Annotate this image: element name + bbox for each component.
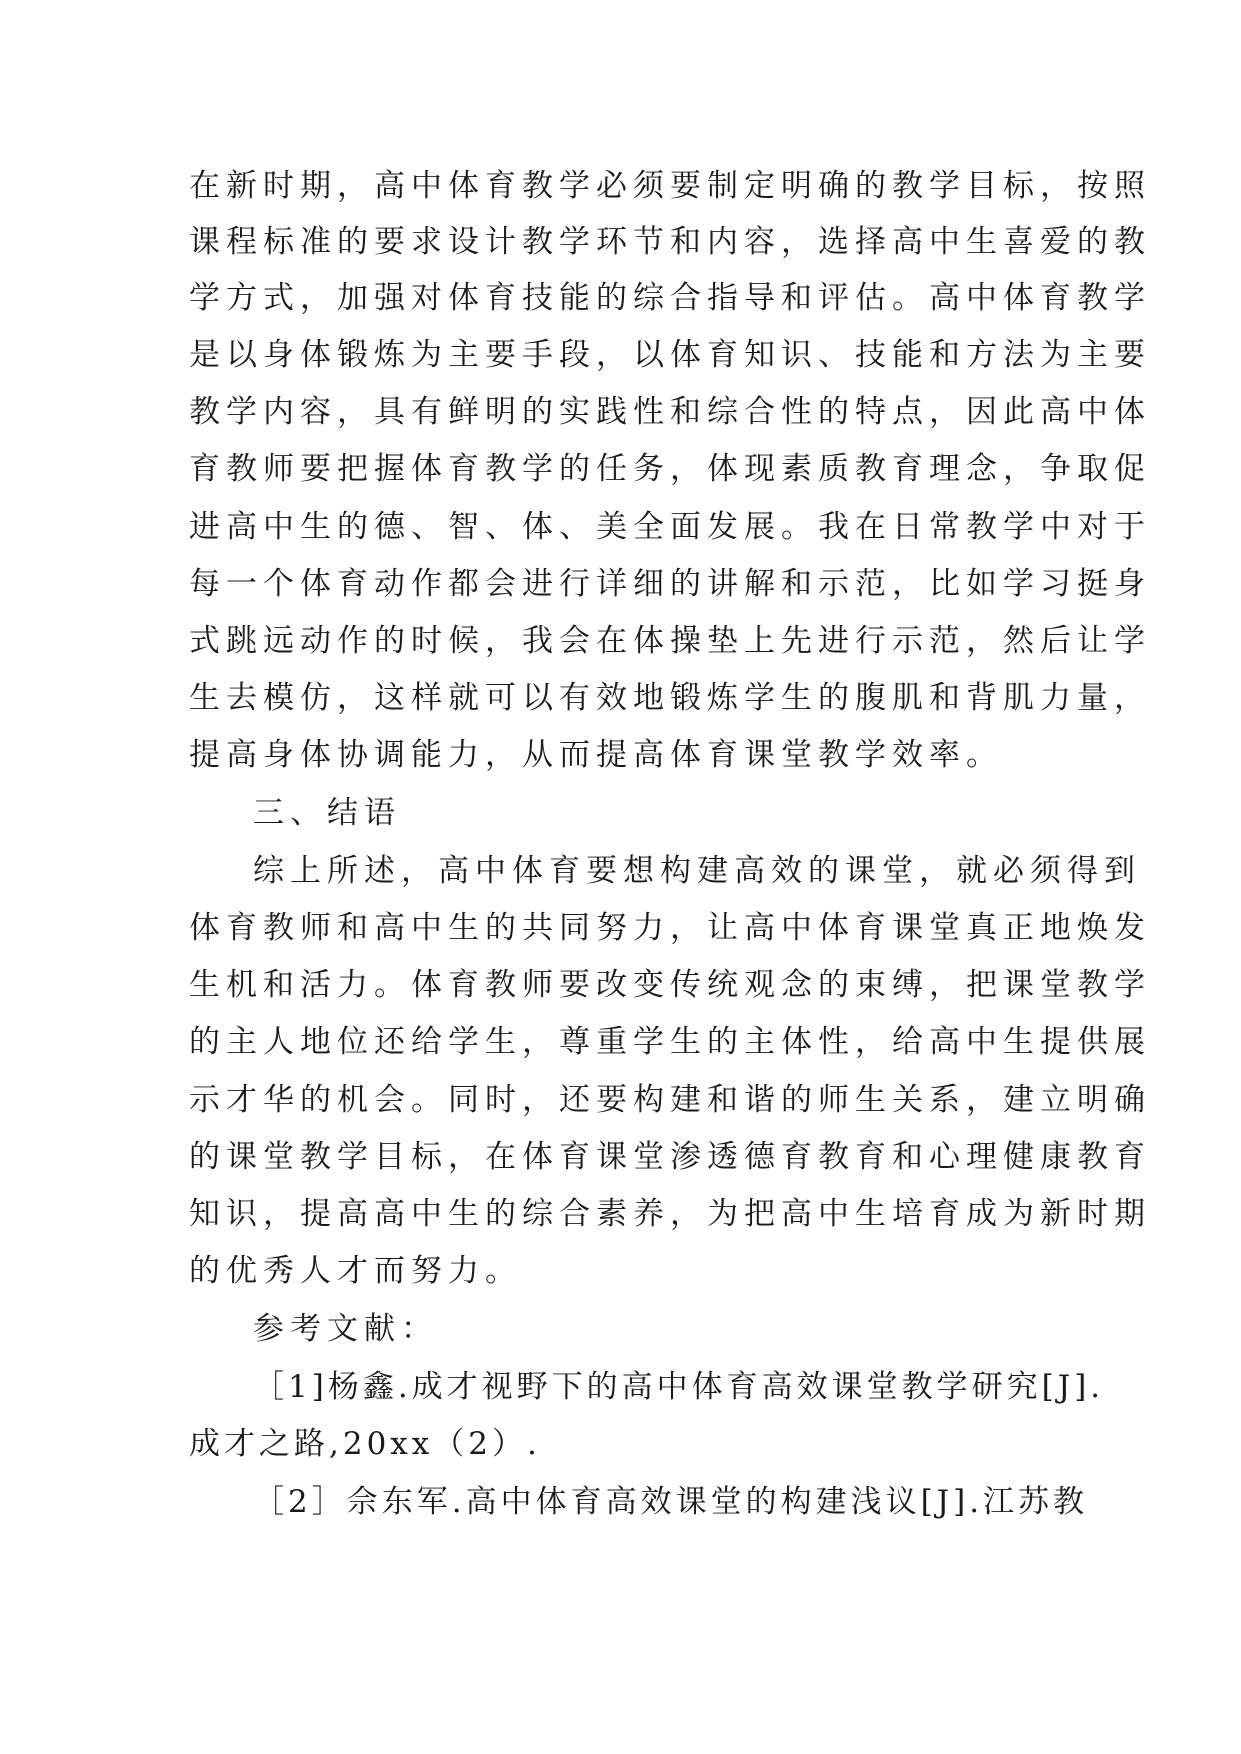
reference-1-line-2: 成才之路,20xx（2）.	[189, 1426, 541, 1462]
section-heading: 三、结语	[253, 795, 401, 831]
conclusion-line-6: 的课堂教学目标，在体育课堂渗透德育教育和心理健康教育	[189, 1139, 1151, 1175]
body-line-6: 育教师要把握体育教学的任务，体现素质教育理念，争取促	[189, 451, 1151, 487]
body-line-11: 提高身体协调能力，从而提高体育课堂教学效率。	[189, 737, 1003, 773]
conclusion-line-2: 体育教师和高中生的共同努力，让高中体育课堂真正地焕发	[189, 910, 1151, 946]
body-line-10: 生去模仿，这样就可以有效地锻炼学生的腹肌和背肌力量，	[189, 680, 1151, 716]
body-line-4: 是以身体锻炼为主要手段，以体育知识、技能和方法为主要	[189, 337, 1151, 373]
reference-1-line-1: ［1]杨鑫.成才视野下的高中体育高效课堂教学研究[J].	[253, 1369, 1105, 1405]
body-line-7: 进高中生的德、智、体、美全面发展。我在日常教学中对于	[189, 509, 1151, 545]
conclusion-line-5: 示才华的机会。同时，还要构建和谐的师生关系，建立明确	[189, 1082, 1151, 1118]
body-line-9: 式跳远动作的时候，我会在体操垫上先进行示范，然后让学	[189, 623, 1151, 659]
body-line-1: 在新时期，高中体育教学必须要制定明确的教学目标，按照	[189, 168, 1151, 204]
conclusion-line-8: 的优秀人才而努力。	[189, 1253, 522, 1289]
references-heading: 参考文献：	[253, 1311, 438, 1347]
conclusion-line-4: 的主人地位还给学生，尊重学生的主体性，给高中生提供展	[189, 1024, 1151, 1060]
conclusion-line-1: 综上所述，高中体育要想构建高效的课堂，就必须得到	[253, 853, 1141, 889]
conclusion-line-7: 知识，提高高中生的综合素养，为把高中生培育成为新时期	[189, 1196, 1151, 1232]
conclusion-line-3: 生机和活力。体育教师要改变传统观念的束缚，把课堂教学	[189, 967, 1151, 1003]
body-line-3: 学方式，加强对体育技能的综合指导和评估。高中体育教学	[189, 280, 1151, 316]
body-line-5: 教学内容，具有鲜明的实践性和综合性的特点，因此高中体	[189, 394, 1151, 430]
body-line-8: 每一个体育动作都会进行详细的讲解和示范，比如学习挺身	[189, 566, 1151, 602]
reference-2-line-1: ［2］佘东军.高中体育高效课堂的构建浅议[J].江苏教	[253, 1484, 1089, 1520]
body-line-2: 课程标准的要求设计教学环节和内容，选择高中生喜爱的教	[189, 224, 1151, 260]
